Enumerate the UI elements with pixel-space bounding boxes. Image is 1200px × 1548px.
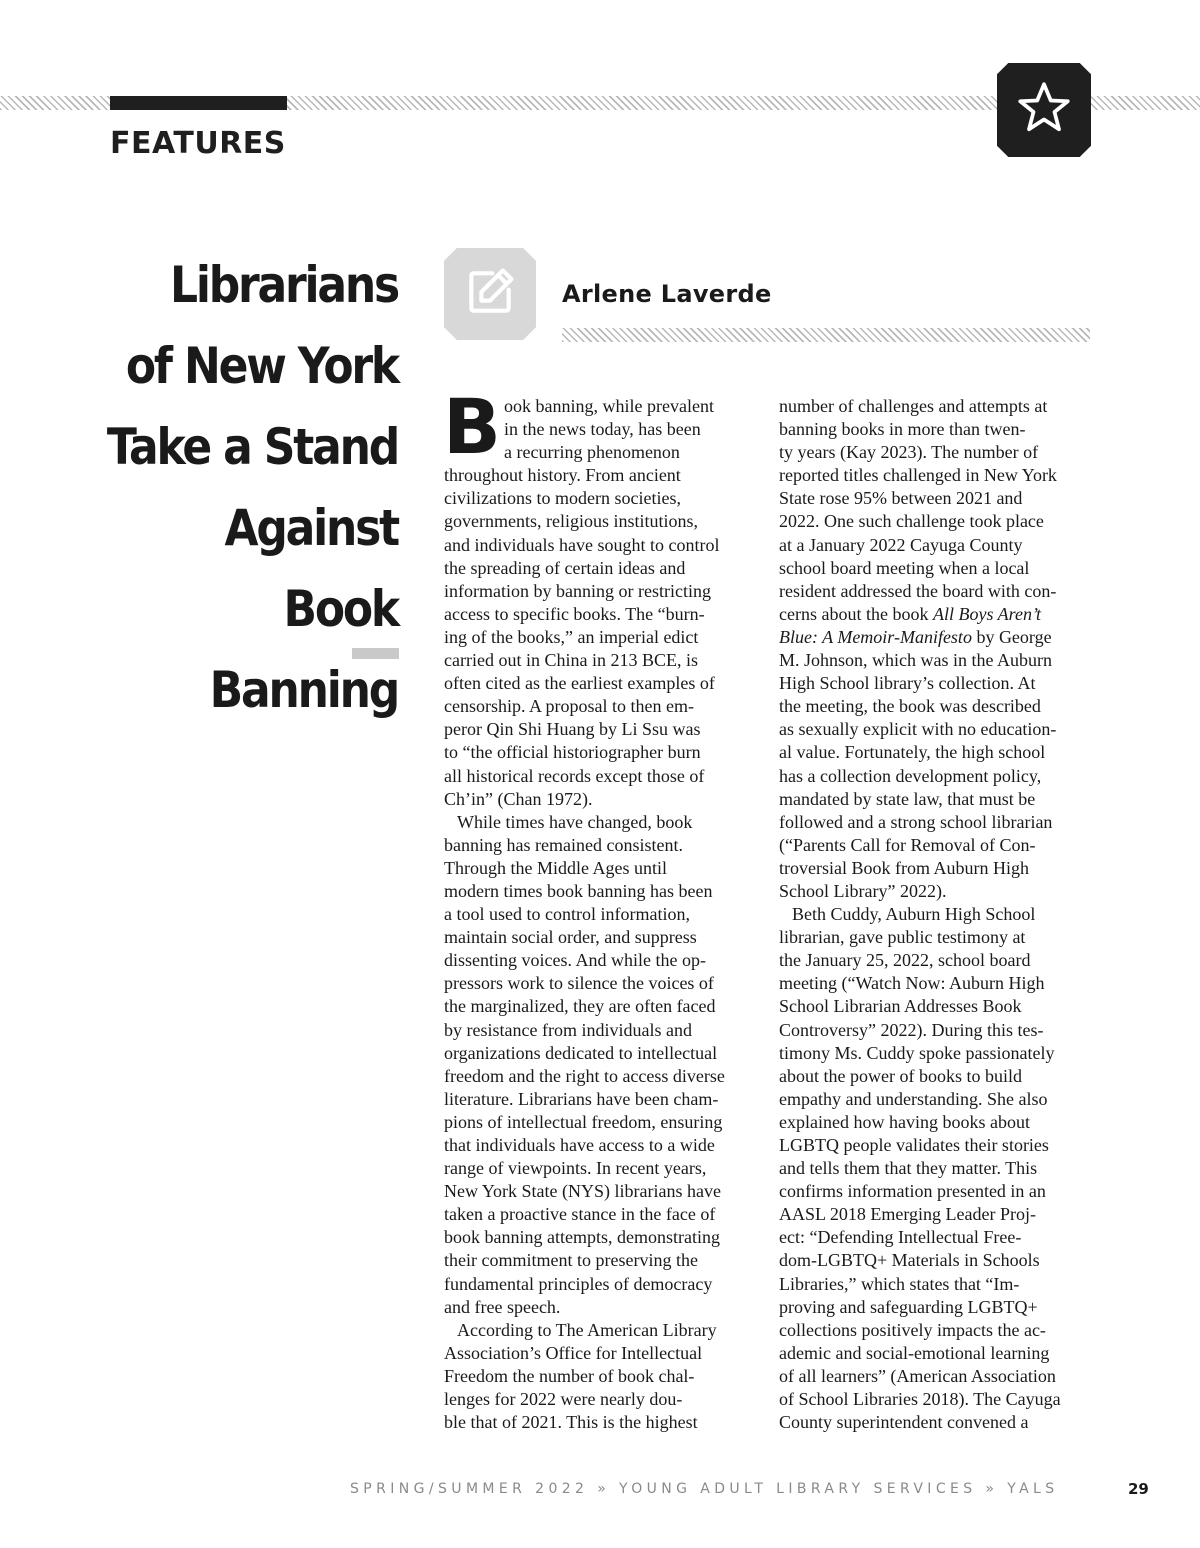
text-line: reported titles challenged in New York	[779, 465, 1057, 486]
text-line: all historical records except those of	[444, 765, 705, 786]
text-line: taken a proactive stance in the face of	[444, 1204, 716, 1225]
title-line: Banning	[209, 661, 398, 719]
text-line: as sexually explicit with no education-	[779, 719, 1057, 740]
text-line: freedom and the right to access diverse	[444, 1065, 725, 1086]
text-line: Freedom the number of book chal-	[444, 1365, 695, 1386]
text-line: State rose 95% between 2021 and	[779, 488, 1023, 509]
title-line: Librarians	[169, 256, 398, 314]
text-line: ook banning, while prevalent	[504, 396, 714, 416]
title-line: of New York	[125, 337, 399, 395]
section-accent-bar	[110, 96, 287, 110]
text-line: followed and a strong school librarian	[779, 811, 1053, 832]
text-line: modern times book banning has been	[444, 880, 713, 901]
text-line	[779, 603, 1099, 626]
text-line	[779, 626, 1099, 649]
text-line: often cited as the earliest examples of	[444, 673, 715, 694]
text-line: of all learners” (American Association	[779, 1365, 1056, 1386]
text-line: M. Johnson, which was in the Auburn	[779, 650, 1052, 671]
text-line: LGBTQ people validates their stories	[779, 1135, 1049, 1155]
text-line: by resistance from individuals and	[444, 1019, 692, 1040]
text-line: resident addressed the board with con-	[779, 580, 1057, 601]
text-line: range of viewpoints. In recent years,	[444, 1158, 707, 1179]
text-line: their commitment to preserving the	[444, 1250, 698, 1271]
text-line: that individuals have access to a wide	[444, 1135, 715, 1155]
text-line: New York State (NYS) librarians have	[444, 1181, 721, 1202]
text-line: meeting (“Watch Now: Auburn High	[779, 973, 1045, 994]
running-footer: SPRING/SUMMER 2022 » YOUNG ADULT LIBRARY SERVICES » YALS	[350, 1481, 1059, 1497]
title-line: Take a Stand	[106, 418, 398, 476]
text-line: a recurring phenomenon	[504, 442, 680, 463]
text-line: the spreading of certain ideas and	[444, 557, 686, 578]
text-line: School Library” 2022).	[779, 880, 947, 901]
author-name: Arlene Laverde	[562, 280, 772, 308]
text-line: High School library’s collection. At	[779, 673, 1036, 694]
text-line: Ch’in” (Chan 1972).	[444, 788, 593, 809]
text-line: literature. Librarians have been cham-	[444, 1088, 719, 1109]
text-line: of School Libraries 2018). The Cayuga	[779, 1389, 1061, 1410]
text-line: and tells them that they matter. This	[779, 1158, 1038, 1179]
text-line: a tool used to control information,	[444, 904, 690, 925]
text-line: ademic and social-emotional learning	[779, 1342, 1050, 1363]
text-line: in the news today, has been	[504, 419, 701, 440]
text-line: banning books in more than twen-	[779, 419, 1026, 440]
title-line: Against Book	[224, 499, 398, 638]
text-line: empathy and understanding. She also	[779, 1088, 1048, 1109]
text-line: number of challenges and attempts at	[779, 396, 1048, 416]
text-line: dissenting voices. And while the op-	[444, 950, 706, 971]
text-line: throughout history. From ancient	[444, 465, 681, 486]
text-line: organizations dedicated to intellectual	[444, 1042, 718, 1063]
text-line: troversial Book from Auburn High	[779, 857, 1029, 878]
author-hatch-rule	[562, 328, 1090, 342]
text-line: governments, religious institutions,	[444, 511, 698, 532]
text-line: and free speech.	[444, 1296, 561, 1317]
text-line: ty years (Kay 2023). The number of	[779, 442, 1039, 463]
text-line: timony Ms. Cuddy spoke passionately	[779, 1042, 1055, 1063]
text-line: Libraries,” which states that “Im-	[779, 1273, 1020, 1294]
text-line: confirms information presented in an	[779, 1181, 1046, 1202]
text-line: AASL 2018 Emerging Leader Proj-	[779, 1204, 1036, 1225]
text-line: pions of intellectual freedom, ensuring	[444, 1111, 723, 1132]
title-underline	[352, 648, 399, 659]
text-line: access to specific books. The “burn-	[444, 603, 705, 624]
text-line: about the power of books to build	[779, 1065, 1022, 1086]
text-line: County superintendent convened a	[779, 1412, 1029, 1433]
text-line: ect: “Defending Intellectual Free-	[779, 1227, 1022, 1248]
text-line: at a January 2022 Cayuga County	[779, 534, 1023, 555]
text-line: maintain social order, and suppress	[444, 927, 697, 948]
text-line: information by banning or restricting	[444, 580, 711, 601]
section-badge	[997, 63, 1091, 157]
drop-cap: B	[443, 382, 501, 471]
star-icon	[1014, 78, 1074, 143]
text-line: mandated by state law, that must be	[779, 788, 1036, 809]
text-line: peror Qin Shi Huang by Li Ssu was	[444, 719, 701, 740]
text-line: banning has remained consistent.	[444, 834, 683, 855]
body-column-left	[443, 382, 764, 1434]
text-line: According to The American Library	[457, 1319, 717, 1340]
page-number: 29	[1128, 1480, 1149, 1498]
text-line: school board meeting when a local	[779, 557, 1030, 578]
author-badge	[444, 248, 536, 340]
text-line: to “the official historiographer burn	[444, 742, 701, 763]
text-line: proving and safeguarding LGBTQ+	[779, 1296, 1038, 1317]
text-line: Through the Middle Ages until	[444, 857, 667, 878]
text-line: has a collection development policy,	[779, 765, 1042, 786]
text-line: the meeting, the book was described	[779, 696, 1041, 717]
text-fragment: by George	[971, 626, 1052, 647]
text-line: Association’s Office for Intellectual	[444, 1342, 703, 1363]
text-line: Controversy” 2022). During this tes-	[779, 1019, 1044, 1040]
text-line: ble that of 2021. This is the highest	[444, 1412, 698, 1433]
text-line: Beth Cuddy, Auburn High School	[792, 904, 1036, 925]
text-line: explained how having books about	[779, 1111, 1030, 1132]
book-title: Blue: A Memoir-Manifesto	[779, 626, 972, 647]
text-line: School Librarian Addresses Book	[779, 996, 1022, 1017]
text-line: collections positively impacts the ac-	[779, 1319, 1046, 1340]
book-title: All Boys Aren’t	[932, 603, 1041, 624]
text-line: dom-LGBTQ+ Materials in Schools	[779, 1250, 1040, 1271]
text-line: al value. Fortunately, the high school	[779, 742, 1046, 763]
text-line: censorship. A proposal to then em-	[444, 696, 694, 717]
text-line: civilizations to modern societies,	[444, 488, 681, 509]
text-line: carried out in China in 213 BCE, is	[444, 650, 698, 671]
text-line: While times have changed, book	[457, 811, 693, 832]
text-line: (“Parents Call for Removal of Con-	[779, 834, 1036, 855]
text-fragment: cerns about the book	[779, 603, 929, 624]
text-line: lenges for 2022 were nearly dou-	[444, 1389, 683, 1410]
text-line: ing of the books,” an imperial edict	[444, 626, 699, 647]
edit-icon	[462, 264, 518, 325]
text-line: book banning attempts, demonstrating	[444, 1227, 720, 1248]
text-line: fundamental principles of democracy	[444, 1273, 713, 1294]
text-line: librarian, gave public testimony at	[779, 927, 1026, 948]
text-line: the marginalized, they are often faced	[444, 996, 716, 1017]
text-line: 2022. One such challenge took place	[779, 511, 1044, 532]
text-line: pressors work to silence the voices of	[444, 973, 714, 994]
text-line: the January 25, 2022, school board	[779, 950, 1031, 971]
text-line: and individuals have sought to control	[444, 534, 720, 555]
body-column-right	[779, 395, 1099, 1434]
section-label: FEATURES	[110, 126, 286, 161]
